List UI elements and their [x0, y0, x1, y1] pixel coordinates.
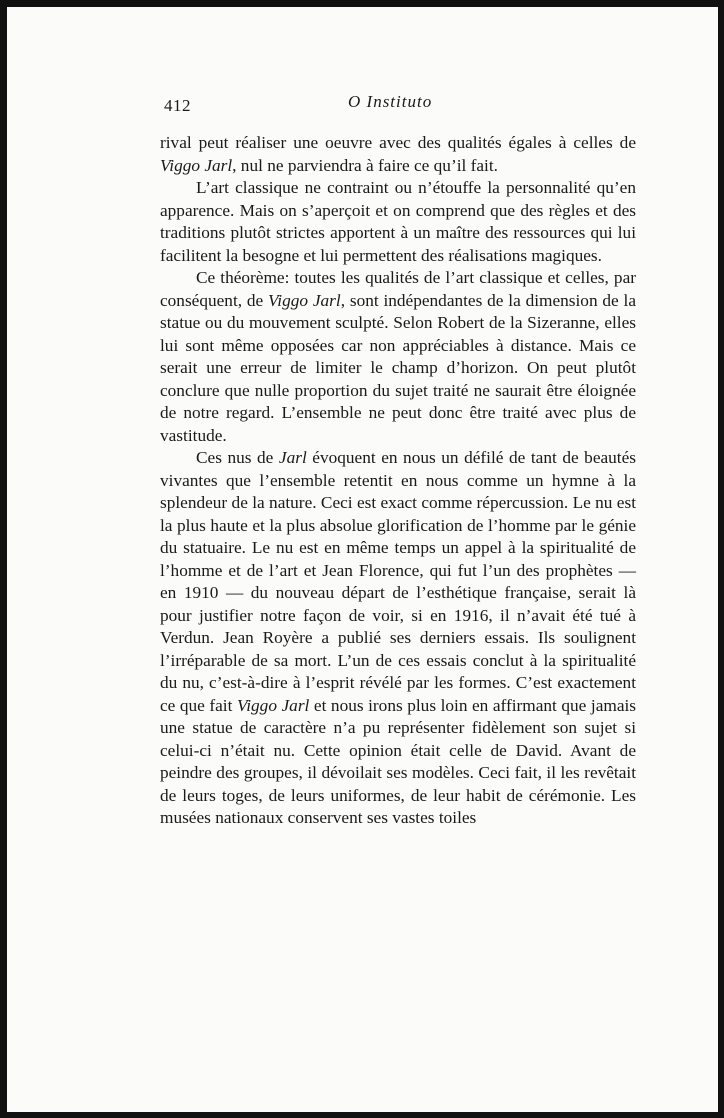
paragraph: [160, 447, 636, 830]
book-page: [160, 92, 636, 830]
text-segment: , nul ne parviendra à faire ce qu’il fait.: [232, 155, 498, 175]
body-text: [160, 132, 636, 830]
artist-name: Viggo Jarl: [268, 290, 341, 310]
text-segment: rival peut réaliser une oeuvre avec des qualités égales à celles de: [160, 133, 636, 152]
text-segment: Ces nus de: [196, 448, 279, 467]
paragraph: [160, 132, 636, 177]
paragraph: [160, 267, 636, 447]
text-segment: L’art classique ne contraint ou n’étouffe la personnalité qu’en apparence. Mais on s’aperçoit et on comprend que des règles et des traditions plutôt strictes apportent à un maître des ressources qui lui facilitent la besogne et lui permettent des réalisations magiques.: [160, 178, 636, 265]
artist-name: Viggo Jarl: [236, 695, 310, 715]
running-title: O Instituto: [348, 92, 433, 111]
paragraph: [160, 177, 636, 267]
text-segment: , sont indépendantes de la dimension de la statue ou du mouvement sculpté. Selon Robert de la Sizeranne, elles lui sont même opposées car non appréciables à distance. Mais ce serait une erreur de limiter le champ d’horizon. On peut plutôt conclure que nulle proportion du sujet traité ne saurait être éloignée de notre regard. L’ensemble ne peut donc être traité avec plus de vastitude.: [160, 290, 637, 445]
text-segment: et nous irons plus loin en affirmant que jamais une statue de caractère n’a pu représenter fidèlement son sujet si celui-ci n’était nu. Cette opinion était celle de David. Avant de peindre des groupes, il dévoilait ses modèles. Ceci fait, il les revêtait de leurs toges, de leurs uniformes, de leur habit de cérémonie. Les musées nationaux conservent ses vastes toiles: [160, 695, 637, 827]
page-number: 412: [164, 96, 191, 115]
artist-name: Jarl: [278, 448, 307, 467]
text-segment: Ce théorème: toutes les qualités de l’art classique et celles, par conséquent, de: [160, 268, 636, 310]
text-segment: évoquent en nous un défilé de tant de beautés vivantes que l’ensemble retentit en nous comme un hymne à la splendeur de la nature. Ceci est exact comme répercussion. Le nu est la plus haute et la plus absolue glorification de l’homme par le génie du statuaire. Le nu est en même temps un appel à la spiritualité de l’homme et de l’art et Jean Florence, qui fut l’un des prophètes — en 1910 — du nouveau départ de l’esthétique française, serait là pour justifier notre façon de voir, si en 1916, il n’avait été tué à Verdun. Jean Royère a publié ses derniers essais. Ils soulignent l’irréparable de sa mort. L’un de ces essais conclut à la spiritualité du nu, c’est-à-dire à l’esprit révélé par les formes. C’est exactement ce que fait: [160, 448, 636, 715]
artist-name: Viggo Jarl: [160, 155, 233, 175]
page-header: [160, 92, 636, 122]
